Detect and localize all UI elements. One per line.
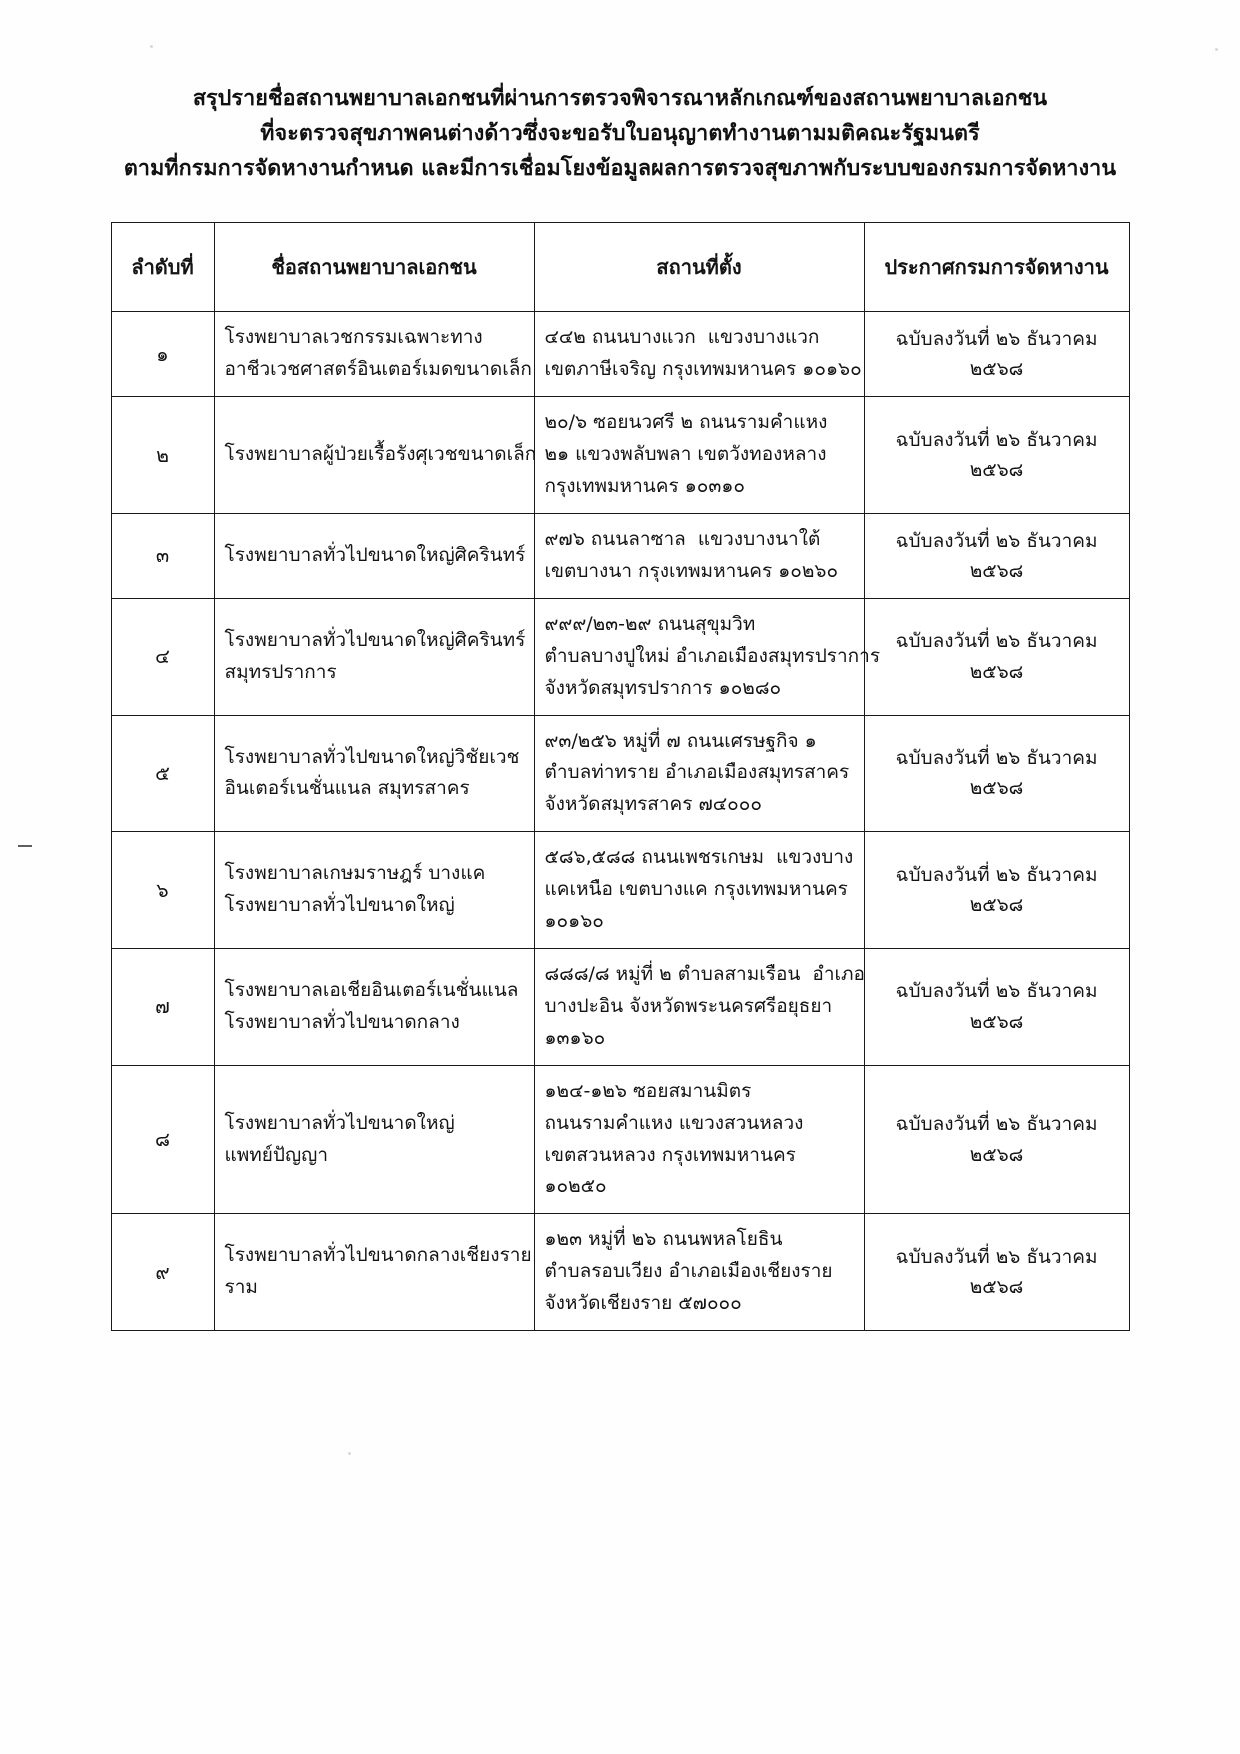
scan-speck (150, 45, 153, 48)
cell-announcement: ฉบับลงวันที่ ๒๖ ธันวาคม ๒๕๖๘ (864, 1065, 1129, 1214)
table-row (111, 514, 1129, 599)
table-header (111, 223, 1129, 312)
cell-announcement: ฉบับลงวันที่ ๒๖ ธันวาคม ๒๕๖๘ (864, 312, 1129, 397)
cell-location: ๑๒๓ หมู่ที่ ๒๖ ถนนพหลโยธิน ตำบลรอบเวียง อำเภอเมืองเชียงราย จังหวัดเชียงราย ๕๗๐๐๐ (534, 1214, 864, 1331)
cell-hospital-name: โรงพยาบาลทั่วไปขนาดใหญ่ศิครินทร์ สมุทรปราการ (214, 598, 534, 715)
scan-speck (348, 1452, 351, 1455)
cell-hospital-name: โรงพยาบาลทั่วไปขนาดกลางเชียงราย ราม (214, 1214, 534, 1331)
cell-location: ๙๓/๒๕๖ หมู่ที่ ๗ ถนนเศรษฐกิจ ๑ ตำบลท่าทราย อำเภอเมืองสมุทรสาคร จังหวัดสมุทรสาคร ๗๔๐๐๐ (534, 715, 864, 832)
cell-no: ๓ (111, 514, 214, 599)
table-row (111, 1214, 1129, 1331)
title-line-3: ตามที่กรมการจัดหางานกำหนด และมีการเชื่อมโยงข้อมูลผลการตรวจสุขภาพกับระบบของกรมการจัดหางาน (123, 155, 1117, 181)
cell-location: ๘๘๘/๘ หมู่ที่ ๒ ตำบลสามเรือน อำเภอ บางปะอิน จังหวัดพระนครศรีอยุธยา ๑๓๑๖๐ (534, 948, 864, 1065)
table-header-row (111, 223, 1129, 312)
cell-hospital-name: โรงพยาบาลเวชกรรมเฉพาะทาง อาชีวเวชศาสตร์อินเตอร์เมดขนาดเล็ก (214, 312, 534, 397)
cell-no: ๙ (111, 1214, 214, 1331)
table-row (111, 832, 1129, 949)
table-row (111, 397, 1129, 514)
cell-no: ๑ (111, 312, 214, 397)
cell-announcement: ฉบับลงวันที่ ๒๖ ธันวาคม ๒๕๖๘ (864, 832, 1129, 949)
cell-hospital-name: โรงพยาบาลทั่วไปขนาดใหญ่ แพทย์ปัญญา (214, 1065, 534, 1214)
table-row (111, 948, 1129, 1065)
cell-location: ๑๒๔-๑๒๖ ซอยสมานมิตร ถนนรามคำแหง แขวงสวนหลวง เขตสวนหลวง กรุงเทพมหานคร ๑๐๒๕๐ (534, 1065, 864, 1214)
cell-hospital-name: โรงพยาบาลเกษมราษฎร์ บางแค โรงพยาบาลทั่วไปขนาดใหญ่ (214, 832, 534, 949)
cell-hospital-name: โรงพยาบาลเอเชียอินเตอร์เนชั่นแนล โรงพยาบาลทั่วไปขนาดกลาง (214, 948, 534, 1065)
column-header-no: ลำดับที่ (111, 223, 214, 312)
column-header-name: ชื่อสถานพยาบาลเอกชน (214, 223, 534, 312)
cell-announcement: ฉบับลงวันที่ ๒๖ ธันวาคม ๒๕๖๘ (864, 514, 1129, 599)
cell-announcement: ฉบับลงวันที่ ๒๖ ธันวาคม ๒๕๖๘ (864, 948, 1129, 1065)
margin-mark (18, 845, 32, 847)
cell-hospital-name: โรงพยาบาลทั่วไปขนาดใหญ่ศิครินทร์ (214, 514, 534, 599)
cell-announcement: ฉบับลงวันที่ ๒๖ ธันวาคม ๒๕๖๘ (864, 598, 1129, 715)
cell-hospital-name: โรงพยาบาลทั่วไปขนาดใหญ่วิชัยเวช อินเตอร์เนชั่นแนล สมุทรสาคร (214, 715, 534, 832)
cell-no: ๕ (111, 715, 214, 832)
table-row (111, 1065, 1129, 1214)
title-line-2: ที่จะตรวจสุขภาพคนต่างด้าวซึ่งจะขอรับใบอนุญาตทำงานตามมติคณะรัฐมนตรี (260, 120, 980, 146)
cell-no: ๔ (111, 598, 214, 715)
cell-hospital-name: โรงพยาบาลผู้ป่วยเรื้อรังศุเวชขนาดเล็ก (214, 397, 534, 514)
cell-announcement: ฉบับลงวันที่ ๒๖ ธันวาคม ๒๕๖๘ (864, 1214, 1129, 1331)
cell-location: ๙๗๖ ถนนลาซาล แขวงบางนาใต้ เขตบางนา กรุงเทพมหานคร ๑๐๒๖๐ (534, 514, 864, 599)
table-body (111, 312, 1129, 1331)
scan-speck (1215, 48, 1218, 51)
cell-no: ๘ (111, 1065, 214, 1214)
cell-location: ๕๘๖,๕๘๘ ถนนเพชรเกษม แขวงบาง แคเหนือ เขตบางแค กรุงเทพมหานคร ๑๐๑๖๐ (534, 832, 864, 949)
cell-no: ๗ (111, 948, 214, 1065)
table-row (111, 715, 1129, 832)
cell-location: ๙๙๙/๒๓-๒๙ ถนนสุขุมวิท ตำบลบางปูใหม่ อำเภอเมืองสมุทรปราการ จังหวัดสมุทรปราการ ๑๐๒๘๐ (534, 598, 864, 715)
cell-announcement: ฉบับลงวันที่ ๒๖ ธันวาคม ๒๕๖๘ (864, 715, 1129, 832)
title-line-1: สรุปรายชื่อสถานพยาบาลเอกชนที่ผ่านการตรวจพิจารณาหลักเกณฑ์ของสถานพยาบาลเอกชน (192, 86, 1048, 111)
cell-no: ๖ (111, 832, 214, 949)
table-row (111, 312, 1129, 397)
hospital-table (111, 222, 1130, 1331)
cell-announcement: ฉบับลงวันที่ ๒๖ ธันวาคม ๒๕๖๘ (864, 397, 1129, 514)
column-header-location: สถานที่ตั้ง (534, 223, 864, 312)
table-row (111, 598, 1129, 715)
column-header-announcement: ประกาศกรมการจัดหางาน (864, 223, 1129, 312)
cell-location: ๔๔๒ ถนนบางแวก แขวงบางแวก เขตภาษีเจริญ กรุงเทพมหานคร ๑๐๑๖๐ (534, 312, 864, 397)
document-title (0, 0, 1240, 186)
cell-no: ๒ (111, 397, 214, 514)
cell-location: ๒๐/๖ ซอยนวศรี ๒ ถนนรามคำแหง ๒๑ แขวงพลับพลา เขตวังทองหลาง กรุงเทพมหานคร ๑๐๓๑๐ (534, 397, 864, 514)
